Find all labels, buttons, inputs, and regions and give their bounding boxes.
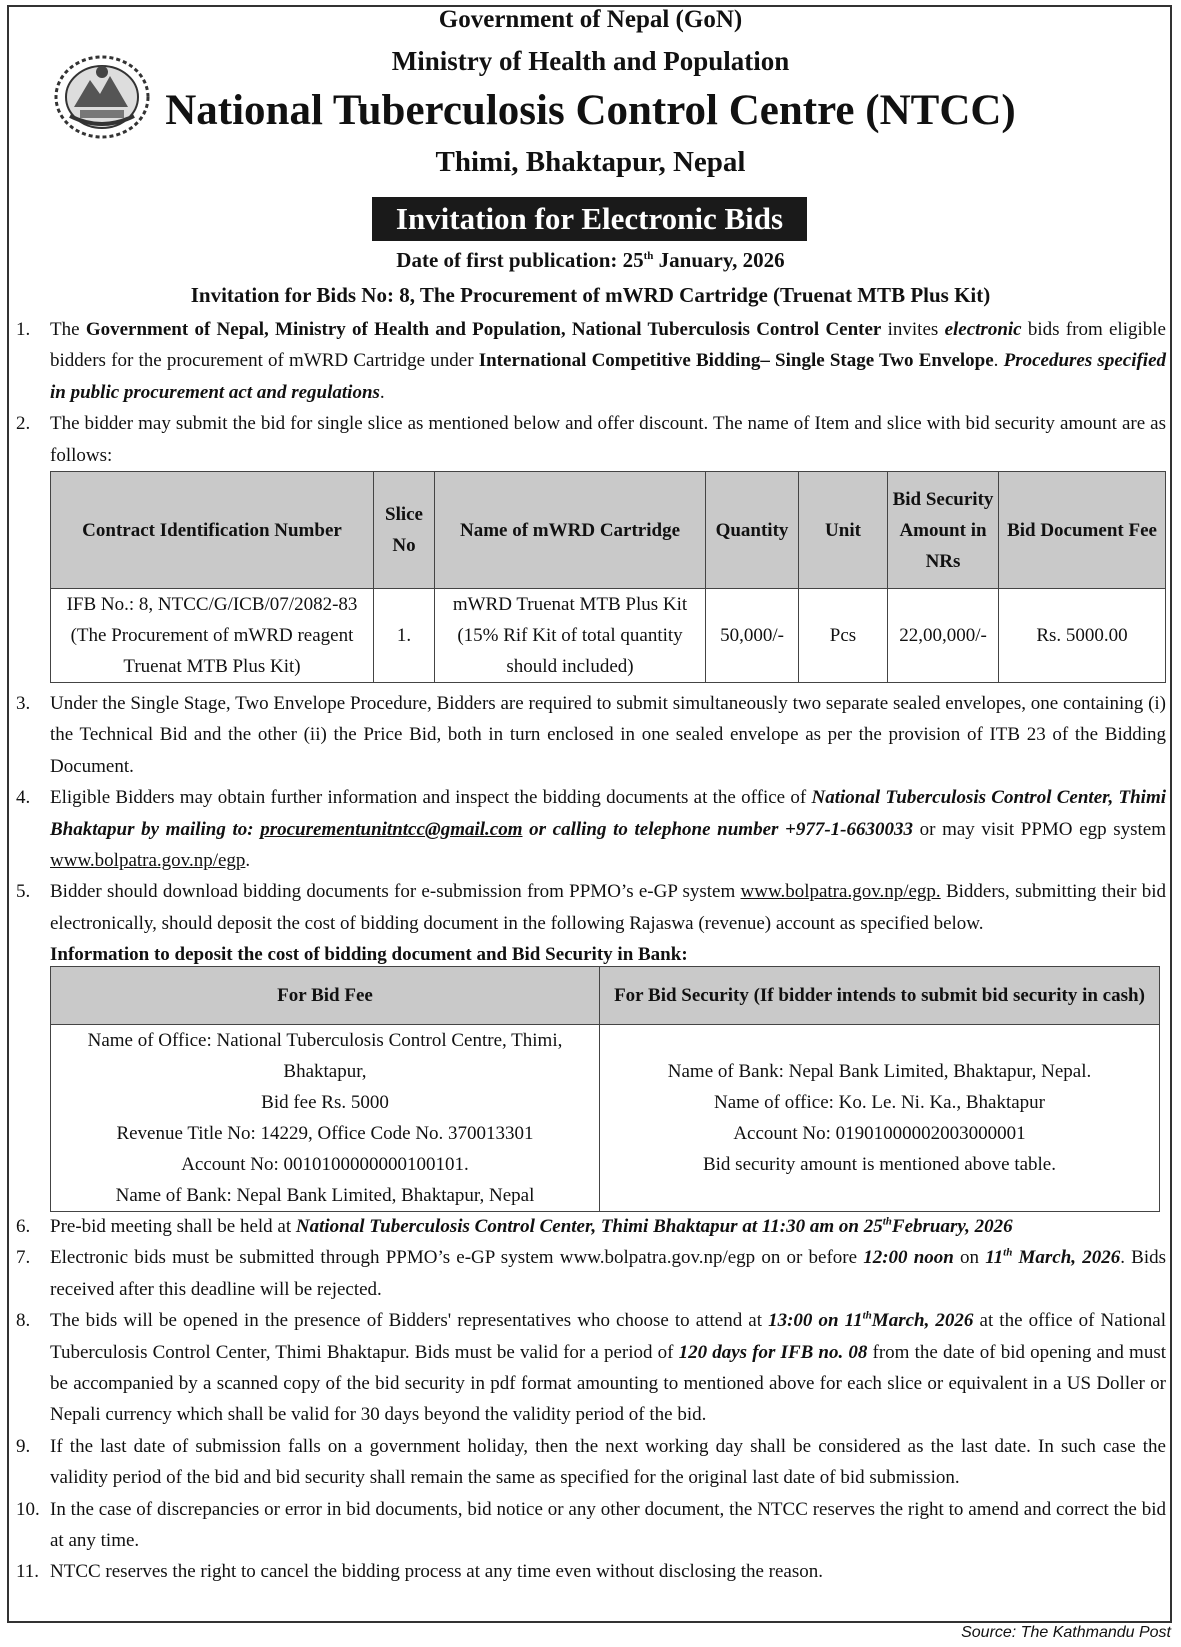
list-item: 11. NTCC reserves the right to cancel the bidding process at any time even without disclosing the reason. xyxy=(16,1561,823,1583)
deposit-heading: Information to deposit the cost of bidding document and Bid Security in Bank: xyxy=(50,944,688,966)
col-bid-security: For Bid Security (If bidder intends to submit bid security in cash) xyxy=(600,967,1160,1025)
source-credit: Source: The Kathmandu Post xyxy=(961,1624,1171,1641)
col-unit: Unit xyxy=(799,472,888,589)
list-item: 4. Eligible Bidders may obtain further information and inspect the bidding documents at the office of National Tuberculosis Control Center, Thimi Bhaktapur by mailing to: procurementunitntcc@gmail.com or calling to telephone number +977-1-6630033 or may visit PPMO egp system www.bolpatra.gov.np/egp. xyxy=(16,787,1166,872)
list-item: 6. Pre-bid meeting shall be held at National Tuberculosis Control Center, Thimi Bhaktapur at 11:30 am on 25thFebruary, 2026 xyxy=(16,1215,1013,1237)
col-slice-no: Slice No xyxy=(374,472,435,589)
list-item: 9. If the last date of submission falls on a government holiday, then the next working day shall be considered as the last date. In such case the validity period of the bid and bid security shall remain the same as specified for the original last date of bid submission. xyxy=(16,1435,1166,1489)
cell-contract-id: IFB No.: 8, NTCC/G/ICB/07/2082-83 (The Procurement of mWRD reagent Truenat MTB Plus Kit) xyxy=(51,589,374,683)
gov-name: Government of Nepal (GoN) xyxy=(438,6,743,33)
list-item: 2. The bidder may submit the bid for single slice as mentioned below and offer discount. The name of Item and slice with bid security amount are as follows: xyxy=(16,413,1166,466)
list-item: 10. In the case of discrepancies or error in bid documents, bid notice or any other document, the NTCC reserves the right to amend and correct the bid at any time. xyxy=(16,1498,1166,1552)
cell-fee: Rs. 5000.00 xyxy=(999,589,1166,683)
cell-fee-details: Name of Office: National Tuberculosis Control Centre, Thimi, Bhaktapur, Bid fee Rs. 5000 Revenue Title No: 14229, Office Code No. 370013301 Account No: 0010100000000100101. Name of Bank: Nepal Bank Limited, Bhaktapur, Nepal xyxy=(51,1025,600,1212)
col-item-name: Name of mWRD Cartridge xyxy=(435,472,706,589)
table-header-row xyxy=(51,472,1166,589)
items-group-2 xyxy=(16,688,1166,971)
cell-slice: 1. xyxy=(374,589,435,683)
table-header-row xyxy=(51,967,1160,1025)
items-group-3 xyxy=(16,1211,1166,1588)
list-item: 3. Under the Single Stage, Two Envelope Procedure, Bidders are required to submit simultaneously two separate sealed envelopes, one containing (i) the Technical Bid and the other (ii) the Price Bid, both in turn enclosed in one sealed envelope as per the provision of ITB 23 of the Bidding Document. xyxy=(16,693,1166,777)
cell-security-details: Name of Bank: Nepal Bank Limited, Bhaktapur, Nepal. Name of office: Ko. Le. Ni. Ka., Bhaktapur Account No: 01901000002003000001 Bid security amount is mentioned above table. xyxy=(600,1025,1160,1212)
org-name: National Tuberculosis Control Centre (NTCC) xyxy=(165,87,1016,134)
col-bid-security: Bid Security Amount in NRs xyxy=(888,472,999,589)
deposit-table xyxy=(50,966,1160,1212)
cell-security: 22,00,000/- xyxy=(888,589,999,683)
notice-title: Invitation for Electronic Bids xyxy=(372,197,807,241)
items-group-1 xyxy=(16,314,1166,471)
col-doc-fee: Bid Document Fee xyxy=(999,472,1166,589)
cell-unit: Pcs xyxy=(799,589,888,683)
table-row xyxy=(51,589,1166,683)
col-contract-id: Contract Identification Number xyxy=(51,472,374,589)
cell-quantity: 50,000/- xyxy=(706,589,799,683)
list-item: 5. Bidder should download bidding documents for e-submission from PPMO’s e-GP system www.bolpatra.gov.np/egp. Bidders, submitting their bid electronically, should deposit the cost of bidding document in the following Rajaswa (revenue) account as specified below. Information to deposit the cost of bidding document and Bid Security in Bank: xyxy=(16,881,1166,966)
table-row xyxy=(51,1025,1160,1212)
col-quantity: Quantity xyxy=(706,472,799,589)
publication-date: Date of first publication: 25th January, 2026 xyxy=(396,248,785,272)
list-item: 7. Electronic bids must be submitted through PPMO’s e-GP system www.bolpatra.gov.np/egp on or before 12:00 noon on 11th March, 2026. Bids received after this deadline will be rejected. xyxy=(16,1247,1166,1300)
email-link[interactable]: procurementunitntcc@gmail.com xyxy=(260,818,523,840)
org-location: Thimi, Bhaktapur, Nepal xyxy=(435,146,746,178)
egp-link[interactable]: www.bolpatra.gov.np/egp xyxy=(50,850,246,872)
egp-link-2[interactable]: www.bolpatra.gov.np/egp. xyxy=(740,881,941,903)
ministry-name: Ministry of Health and Population xyxy=(391,46,790,76)
bid-items-table xyxy=(50,471,1166,683)
col-bid-fee: For Bid Fee xyxy=(51,967,600,1025)
list-item: 1. The Government of Nepal, Ministry of Health and Population, National Tuberculosis Control Center invites electronic bids from eligible bidders for the procurement of mWRD Cartridge under International Competitive Bidding– Single Stage Two Envelope. Procedures specified in public procurement act and regulations. xyxy=(16,319,1167,403)
list-item: 8. The bids will be opened in the presence of Bidders' representatives who choose to attend at 13:00 on 11thMarch, 2026 at the office of National Tuberculosis Control Center, Thimi Bhaktapur. Bids must be valid for a period of 120 days for IFB no. 08 from the date of bid opening and must be accompanied by a scanned copy of the bid security in pdf format amounting to mentioned above for each slice or equivalent in a US Doller or Nepali currency which shall be valid for 30 days beyond the validity period of the bid. xyxy=(16,1309,1166,1426)
ifb-line: Invitation for Bids No: 8, The Procurement of mWRD Cartridge (Truenat MTB Plus Kit) xyxy=(190,283,991,307)
cell-item-name: mWRD Truenat MTB Plus Kit (15% Rif Kit of total quantity should included) xyxy=(435,589,706,683)
